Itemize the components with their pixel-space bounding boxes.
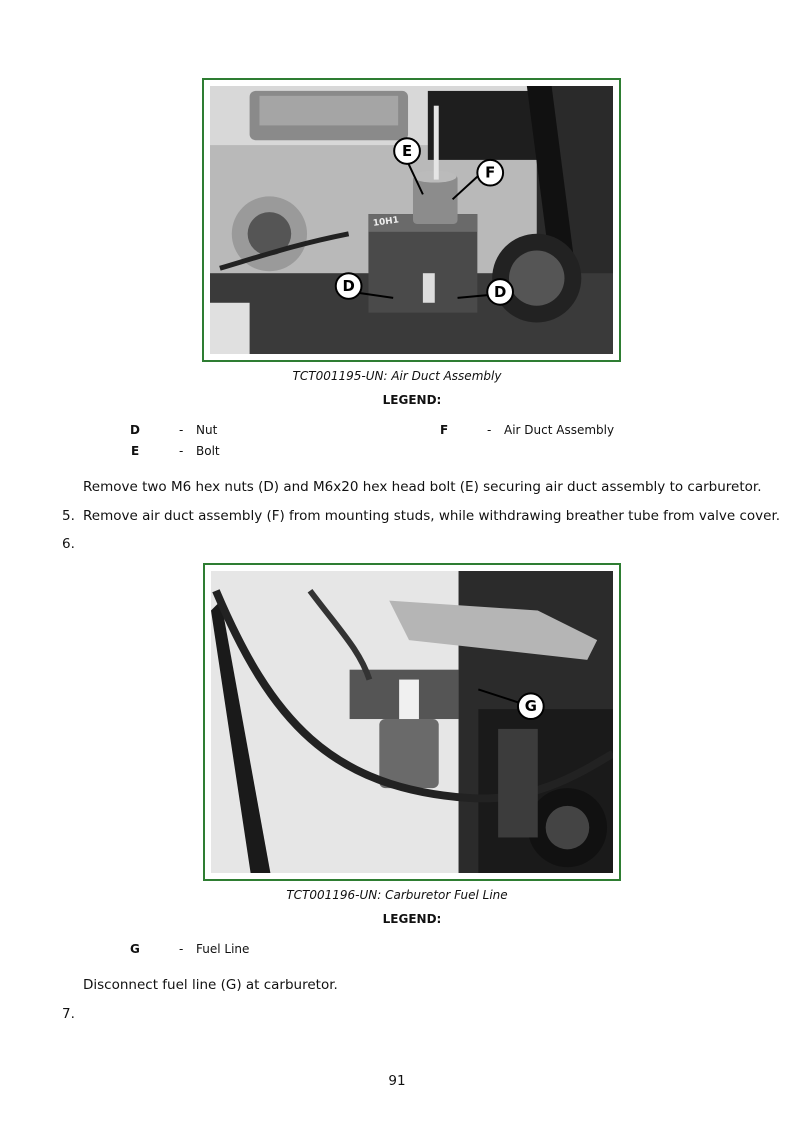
legend-dash-f: - [487,423,492,437]
figure1-caption: TCT001195-UN: Air Duct Assembly [292,369,502,383]
callout-f: F [485,164,496,182]
step-number-7: 7. [62,1006,75,1022]
figure-carburetor-fuel-line [203,563,621,881]
engine-mark-text: 10H1 [372,215,400,229]
callout-e: E [401,142,413,160]
callout-d-left: D [342,277,355,295]
legend-letter-f: F [440,423,449,437]
fuel-line-photo-illustration [211,571,613,873]
legend-dash-d: - [179,423,184,437]
figure1-legend-title: LEGEND: [382,393,442,407]
page-number: 91 [388,1073,406,1089]
legend-text-air-duct: Air Duct Assembly [504,423,615,437]
step-number-5: 5. [62,508,75,524]
legend-letter-g: G [130,942,140,956]
legend-dash-g: - [179,942,184,956]
step-number-6: 6. [62,536,75,552]
legend-dash-e: - [179,444,184,458]
figure2-legend-title: LEGEND: [382,912,442,926]
legend-text-bolt: Bolt [196,444,220,458]
figure-air-duct-assembly [202,78,621,362]
figure2-caption: TCT001196-UN: Carburetor Fuel Line [286,888,508,902]
figure-fuel-line-photo [211,571,613,873]
legend-text-fuel-line: Fuel Line [196,942,250,956]
legend-letter-e: E [131,444,140,458]
legend-letter-d: D [130,423,140,437]
instruction-remove-air-duct: Remove air duct assembly (F) from mounting studs, while withdrawing breather tube from valve cover. [83,508,781,524]
legend-text-nut: Nut [196,423,218,437]
air-duct-photo-illustration [210,86,613,354]
instruction-disconnect-fuel-line: Disconnect fuel line (G) at carburetor. [83,977,338,993]
figure-air-duct-photo [210,86,613,354]
instruction-remove-nuts: Remove two M6 hex nuts (D) and M6x20 hex head bolt (E) securing air duct assembly to carburetor. [83,479,762,495]
callout-g: G [524,698,537,716]
callout-d-right: D [493,283,507,301]
